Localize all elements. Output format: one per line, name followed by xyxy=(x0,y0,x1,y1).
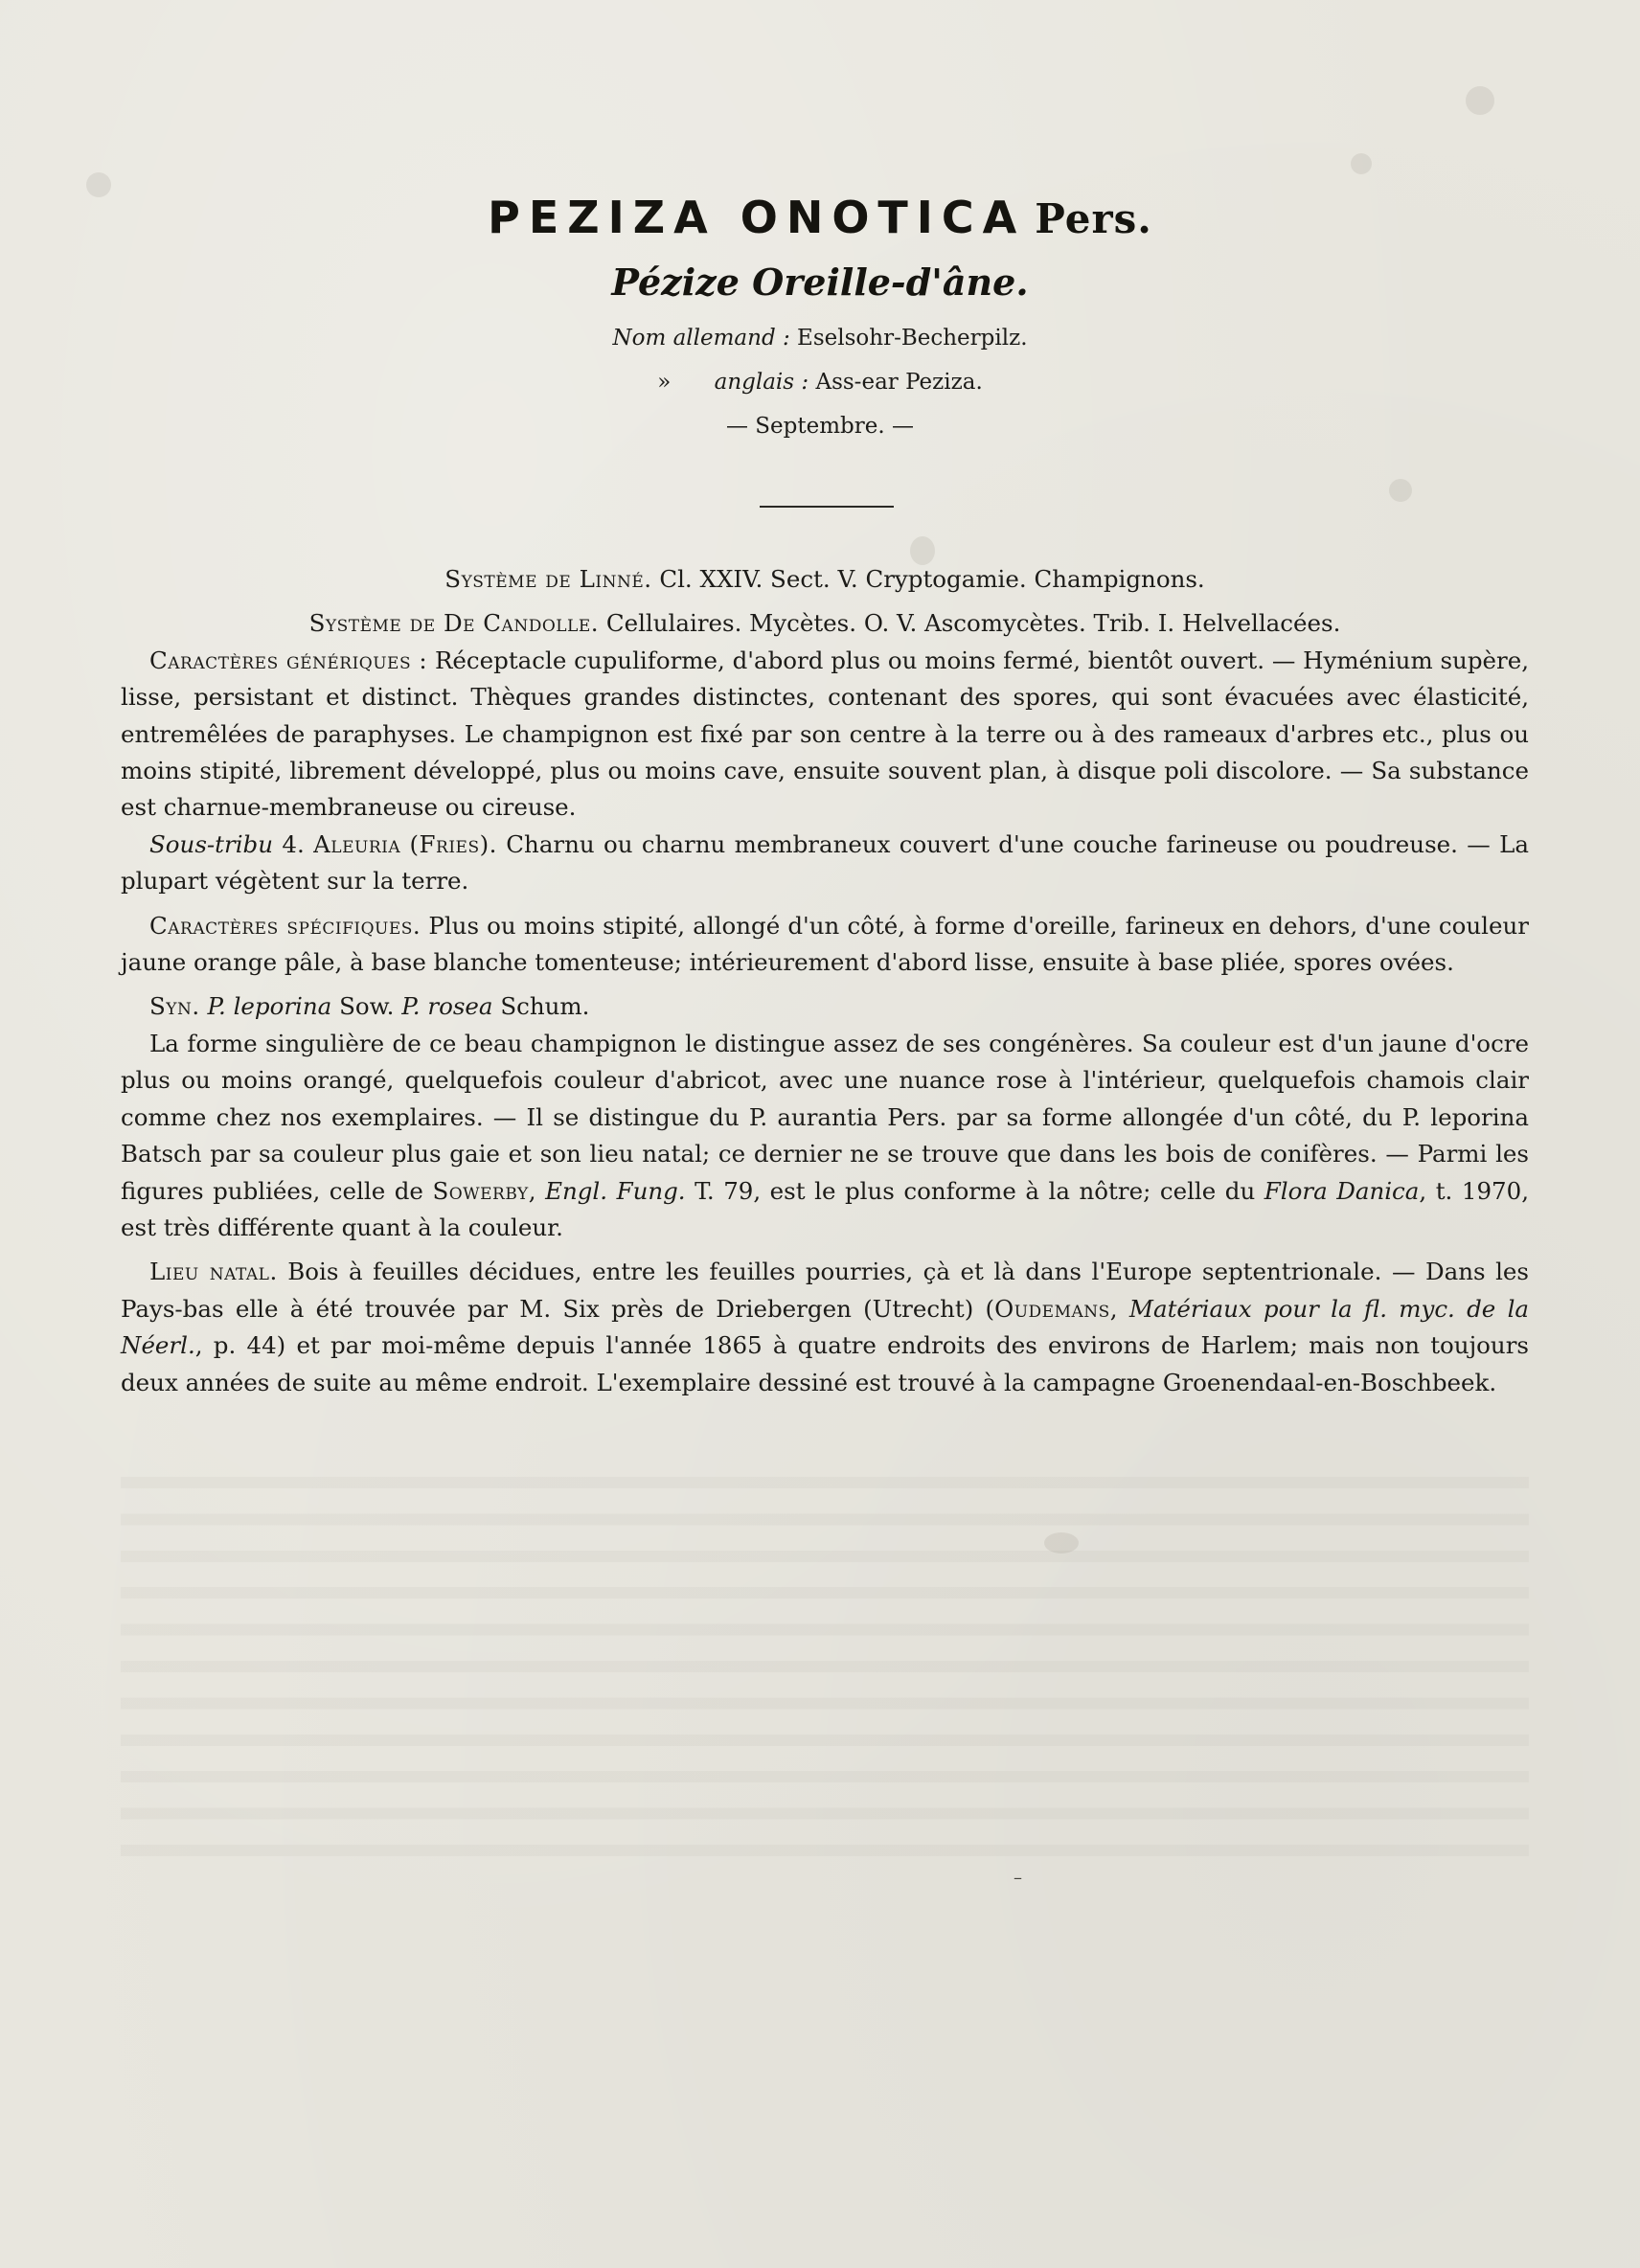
habitat-text-b: , p. 44) et par moi-même depuis l'année 1865 à quatre endroits des environs de Harlem; mais non toujours deux années de suite au même endroit. L'exemplaire dessiné est trouvé à la campagne Groenendaal-en-Boschbeek. xyxy=(121,1331,1529,1396)
page-title xyxy=(0,192,1640,243)
description: La forme singulière de ce beau champignon le distingue assez de ses congénères. Sa couleur est d'un jaune d'ocre plus ou moins orangé, quelquefois couleur d'abricot, avec une nuance rose à l'intérieur, quelquefois chamois clair comme chez nos exemplaires. — Il se distingue du P. aurantia Pers. par sa forme allongée d'un côté, du P. leporina Batsch par sa couleur plus gaie et son lieu natal; ce dernier ne se trouve que dans les bois de conifères. — Parmi les figures publiées, celle de Sowerby, Engl. Fung. T. 79, est le plus conforme à la nôtre; celle du Flora Danica, t. 1970, est très différente quant à la couleur. xyxy=(121,1029,1529,1241)
german-name-value: Eselsohr-Becherpilz. xyxy=(797,326,1028,351)
sous-tribu-text: Charnu ou charnu membraneux couvert d'une couche farineuse ou poudreuse. — La plupart végètent sur la terre. xyxy=(121,829,1529,896)
aleuria-name: Aleuria xyxy=(313,829,401,858)
linne-label: Système de Linné. xyxy=(444,565,652,593)
species-author: Pers. xyxy=(1035,195,1152,242)
description-text-c: , t. 1970, est très différente quant à la couleur. xyxy=(121,1176,1529,1241)
syn-rosea: P. rosea xyxy=(401,992,493,1021)
specific-characters xyxy=(121,908,1529,982)
species-name: PEZIZA ONOTICA xyxy=(488,192,1026,243)
generic-characters xyxy=(121,643,1529,827)
ditto-mark: » xyxy=(657,370,672,395)
description-text-a: La forme singulière de ce beau champignon le distingue assez de ses congénères. Sa couleur est d'un jaune d'ocre plus ou moins orangé, quelquefois couleur d'abricot, avec une nuance rose à l'intérieur, quelquefois chamois clair comme chez nos exemplaires. — Il se distingue du P. aurantia Pers. par sa forme allongée d'un côté, du P. leporina Batsch par sa couleur plus gaie et son lieu natal; ce dernier ne se trouve que dans les bois de conifères. — Parmi les figures publiées, celle de xyxy=(121,1029,1529,1205)
paper-stain xyxy=(1466,86,1494,115)
linne-system xyxy=(121,561,1529,598)
paper-stain xyxy=(1351,153,1372,174)
show-through-text xyxy=(121,1456,1529,1858)
habitat: Lieu natal. Bois à feuilles décidues, entre les feuilles pourries, çà et là dans l'Europe septentrionale. — Dans les Pays-bas elle à été trouvée par M. Six près de Driebergen (Utrecht) (Oudemans, Matériaux pour la fl. myc. de la Néerl., p. 44) et par moi-même depuis l'année 1865 à quatre endroits des environs de Harlem; mais non toujours deux années de suite au même endroit. L'exemplaire dessiné est trouvé à la campagne Groenendaal-en-Boschbeek. xyxy=(121,1258,1530,1396)
paper-stain xyxy=(1389,479,1412,502)
candolle-label: Système de De Candolle. xyxy=(308,609,600,638)
synonyms xyxy=(121,988,1529,1025)
generic-text: Réceptacle cupuliforme, d'abord plus ou moins fermé, bientôt ouvert. — Hyménium supère, lisse, persistant et distinct. Thèques grandes distinctes, contenant des spores, qui sont évacuées avec élasticité, entremêlées de paraphyses. Le champignon est fixé par son centre à la terre ou à des rameaux d'arbres etc., plus ou moins stipité, librement développé, plus ou moins cave, ensuite souvent plan, à disque poli discolore. — Sa substance est charnue-membraneuse ou cireuse. xyxy=(121,646,1529,822)
month-line: — Septembre. — xyxy=(725,414,915,439)
candolle-system xyxy=(121,605,1529,642)
french-name: Pézize Oreille-d'âne. xyxy=(611,261,1029,304)
specific-label: Caractères spécifiques. xyxy=(149,911,421,940)
description-text-b: T. 79, est le plus conforme à la nôtre; celle du xyxy=(695,1176,1256,1205)
habitat-text-a: Bois à feuilles décidues, entre les feuilles pourries, çà et là dans l'Europe septentrionale. — Dans les Pays-bas elle à été trouvée par M. Six près de Driebergen (Utrecht) ( xyxy=(121,1258,1529,1323)
syn-sow: Sow. xyxy=(339,992,395,1021)
german-name-line xyxy=(0,326,1640,351)
divider-rule xyxy=(760,506,894,508)
english-name-value: Ass-ear Peziza. xyxy=(815,370,983,395)
german-name-label: Nom allemand : xyxy=(612,326,790,351)
linne-text: Cl. XXIV. Sect. V. Cryptogamie. Champignons. xyxy=(659,565,1205,593)
english-name-label: anglais : xyxy=(714,370,809,395)
candolle-text: Cellulaires. Mycètes. O. V. Ascomycètes. Trib. I. Helvellacées. xyxy=(605,609,1341,638)
oudemans-author: Oudemans xyxy=(994,1294,1110,1323)
fries-author: (Fries). xyxy=(409,829,497,858)
flora-danica-ref: Flora Danica xyxy=(1264,1176,1420,1205)
page-mark: – xyxy=(1014,1868,1022,1888)
sowerby-author: Sowerby xyxy=(432,1176,529,1205)
sous-tribu-number: 4. xyxy=(282,829,305,858)
english-name-line xyxy=(0,370,1640,395)
engl-fung-ref: Engl. Fung. xyxy=(545,1176,686,1205)
specific-text: Plus ou moins stipité, allongé d'un côté, à forme d'oreille, farineux en dehors, d'une couleur jaune orange pâle, à base blanche tomenteuse; intérieurement d'abord lisse, ensuite à base pliée, spores ovées. xyxy=(121,911,1529,977)
syn-label: Syn. xyxy=(149,992,200,1021)
sous-tribu-label: Sous-tribu xyxy=(149,829,274,858)
materiaux-ref: Matériaux pour la fl. myc. de la Néerl. xyxy=(121,1294,1530,1360)
sous-tribu xyxy=(121,827,1529,900)
syn-schum: Schum. xyxy=(500,992,590,1021)
syn-leporina: P. leporina xyxy=(207,992,332,1021)
body-text xyxy=(121,561,1529,1401)
habitat-label: Lieu natal. xyxy=(149,1258,278,1286)
generic-label: Caractères génériques : xyxy=(149,646,428,674)
